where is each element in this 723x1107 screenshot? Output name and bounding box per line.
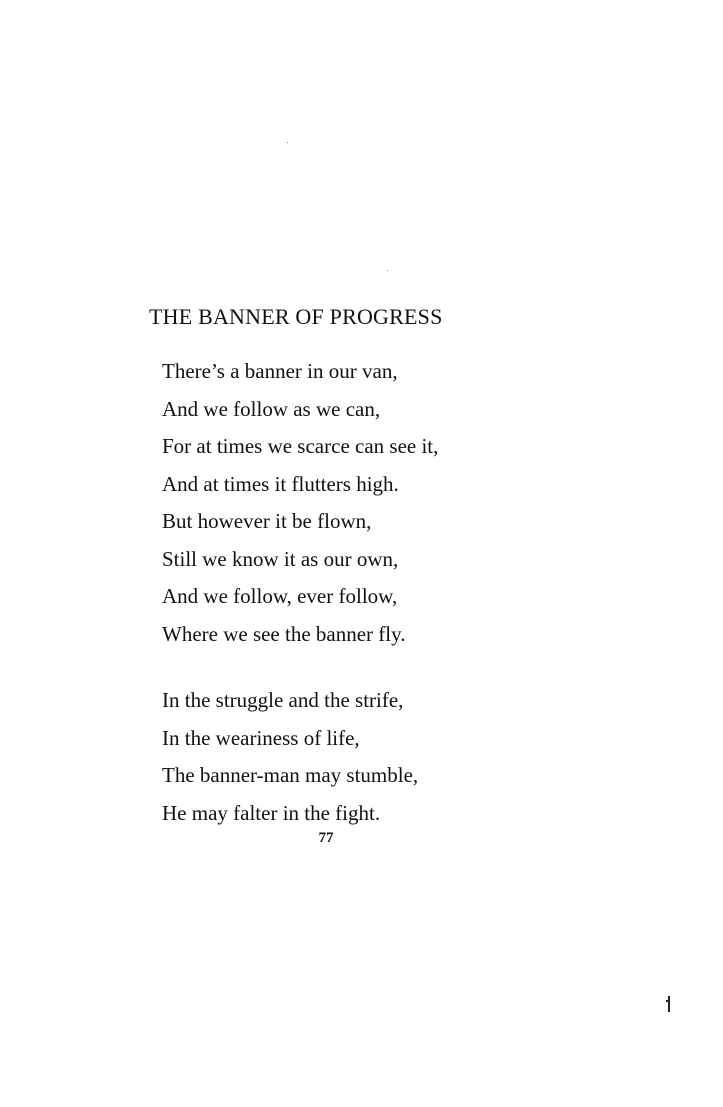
- stanza-1: [162, 353, 438, 653]
- edge-mark: [668, 996, 670, 1012]
- poem-line: For at times we scarce can see it,: [162, 434, 439, 458]
- poem-line: He may falter in the fight.: [162, 800, 381, 825]
- poem-line: And we follow, ever follow,: [162, 584, 398, 608]
- poem-line: Still we know it as our own,: [162, 546, 399, 571]
- poem-line: And at times it flutters high.: [162, 471, 399, 496]
- stanza-2: [162, 682, 418, 832]
- poem-line: But however it be flown,: [162, 509, 372, 533]
- poem-line: There’s a banner in our van,: [162, 359, 398, 383]
- print-speck: [387, 270, 388, 271]
- page-number: 77: [318, 830, 334, 846]
- poem-title: THE BANNER OF PROGRESS: [149, 304, 443, 329]
- poem-line: In the weariness of life,: [162, 725, 360, 750]
- poem-line: Where we see the banner fly.: [162, 621, 406, 646]
- poem-line: The banner-man may stumble,: [162, 763, 419, 787]
- poem-line: And we follow as we can,: [162, 396, 381, 421]
- print-speck: [287, 142, 288, 143]
- poem-line: In the struggle and the strife,: [162, 688, 404, 712]
